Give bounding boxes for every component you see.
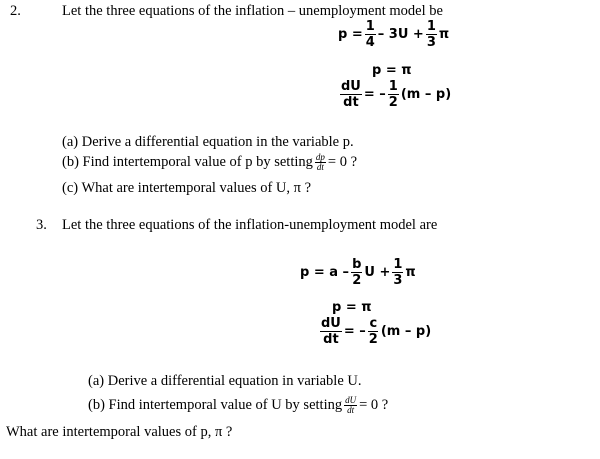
problem-2-part-a: (a) Derive a differential equation in the variable p. xyxy=(62,134,354,150)
eq-mid: – 3U + xyxy=(377,27,424,42)
eq-lhs: p = xyxy=(338,27,363,42)
derivative-dU-dt: $\frac{dU}{dt}$ xyxy=(341,79,361,110)
problem-3-part-b: (b) Find intertemporal value of U by setting $\frac{dU}{dt}$ = 0 ? xyxy=(88,395,389,415)
problem-2-intro: Let the three equations of the inflation – unemployment model be xyxy=(62,3,443,19)
eq-lhs: p = a – xyxy=(300,265,350,280)
fraction-one-third: $\frac{1}{3}$ xyxy=(393,257,403,288)
problem-3-equation-3 xyxy=(318,317,431,346)
problem-3-number: 3. xyxy=(36,217,47,233)
fraction-one-quarter: $\frac{1}{4}$ xyxy=(365,19,375,50)
fraction-one-third: $\frac{1}{3}$ xyxy=(426,19,436,50)
fraction-b-half: $\frac{b}{2}$ xyxy=(352,257,362,288)
derivative-dU-dt-small: $\frac{dU}{dt}$ xyxy=(345,395,357,415)
problem-3-equation-2: p = π xyxy=(332,300,372,315)
problem-2-number: 2. xyxy=(10,3,21,19)
problem-2-part-b: (b) Find intertemporal value of p by setting $\frac{dp}{dt}$ = 0 ? xyxy=(62,152,358,172)
problem-2-equation-2: p = π xyxy=(372,63,412,78)
derivative-dp-dt: $\frac{dp}{dt}$ xyxy=(315,152,325,172)
eq-equals: = – xyxy=(363,87,386,102)
fraction-one-half: $\frac{1}{2}$ xyxy=(388,79,398,110)
derivative-dU-dt: $\frac{dU}{dt}$ xyxy=(321,316,341,347)
eq-tail: π xyxy=(438,27,450,42)
problem-3-part-a: (a) Derive a differential equation in variable U. xyxy=(88,373,362,389)
problem-2-equation-1 xyxy=(338,20,449,49)
fraction-c-half: $\frac{c}{2}$ xyxy=(368,316,378,347)
eq-equals: = – xyxy=(343,324,366,339)
eq-tail: π xyxy=(405,265,416,280)
problem-3-part-c: What are intertemporal values of p, π ? xyxy=(6,424,233,440)
eq-tail: (m – p) xyxy=(400,87,452,102)
problem-2-equation-3 xyxy=(338,80,451,109)
problem-2-part-c: (c) What are intertemporal values of U, π ? xyxy=(62,180,312,196)
problem-3-equation-1 xyxy=(300,258,416,287)
eq-tail: (m – p) xyxy=(380,324,432,339)
problem-3-intro: Let the three equations of the inflation-unemployment model are xyxy=(62,217,438,233)
eq-mid: U + xyxy=(364,265,391,280)
